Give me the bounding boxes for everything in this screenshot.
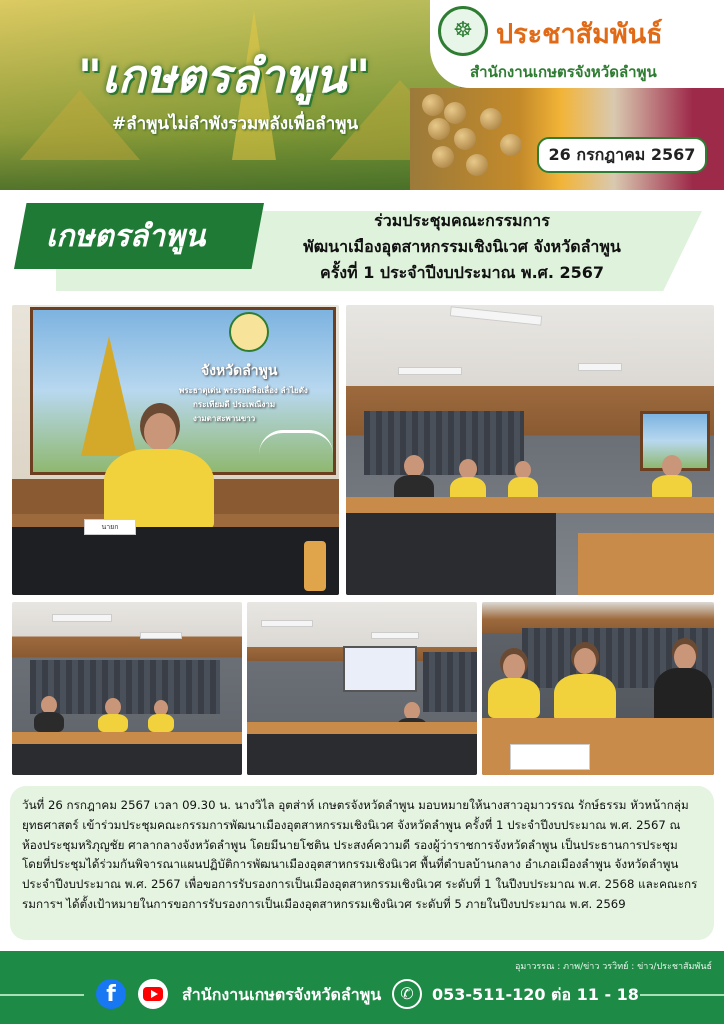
side-table xyxy=(578,533,714,595)
poster-title: จังหวัดลำพูน xyxy=(201,363,278,379)
office-seal-icon: ☸ xyxy=(438,6,488,56)
conference-table xyxy=(247,722,477,734)
ceiling-light xyxy=(371,632,419,639)
attendee xyxy=(654,638,712,724)
yellow-shirt xyxy=(148,714,174,732)
water-bottle xyxy=(304,541,326,591)
ceiling-light xyxy=(52,614,112,622)
photo-attendees xyxy=(482,602,714,775)
ceiling-light xyxy=(140,632,182,639)
attendee xyxy=(148,700,174,732)
headline-line-3: ครั้งที่ 1 ประจำปีงบประมาณ พ.ศ. 2567 xyxy=(319,263,604,282)
longan-fruit xyxy=(432,146,454,168)
footer-office-name: สำนักงานเกษตรจังหวัดลำพูน xyxy=(182,985,382,1004)
person-face xyxy=(674,644,696,670)
poster-line-2: กระเทียมดี ประเพณีงาม xyxy=(193,400,276,409)
photo-meeting-left xyxy=(12,602,242,775)
title-section xyxy=(0,203,724,291)
photo-meeting-room xyxy=(346,305,714,595)
yellow-shirt xyxy=(98,714,128,732)
ceiling-light xyxy=(398,367,462,375)
person-face xyxy=(459,459,477,479)
person-face xyxy=(574,648,596,674)
window-curtain xyxy=(423,652,477,712)
poster-line-1: พระธาตุเด่น พระรอดลือเลื่อง ลำไยดัง xyxy=(179,386,308,395)
headline-line-1: ร่วมประชุมคณะกรรมการ xyxy=(374,211,550,230)
attendee xyxy=(98,698,128,732)
nameplate: นายก xyxy=(84,519,136,535)
person-face xyxy=(662,455,682,477)
title-label: เกษตรลำพูน xyxy=(46,219,206,254)
photo-credit: อุมาวรรณ : ภาพ/ข่าว วรวิทย์ : ข่าว/ประชาสัมพันธ์ xyxy=(514,962,712,972)
white-bridge xyxy=(259,430,333,454)
person-face xyxy=(503,654,525,680)
person-face xyxy=(404,455,424,477)
conference-table xyxy=(346,497,714,513)
footer xyxy=(0,951,724,1024)
person-face xyxy=(144,413,176,451)
longan-fruit xyxy=(480,108,502,130)
footer-divider xyxy=(0,994,84,996)
date-badge: 26 กรกฎาคม 2567 xyxy=(537,137,707,173)
longan-fruit xyxy=(428,118,450,140)
dark-shirt xyxy=(34,712,64,732)
attendee xyxy=(554,642,616,722)
news-text-panel xyxy=(10,786,714,940)
photo-meeting-center xyxy=(247,602,477,775)
dark-suit xyxy=(654,668,712,724)
office-name: สำนักงานเกษตรจังหวัดลำพูน xyxy=(470,63,657,81)
poster-line-3: งามตาสะพานขาว xyxy=(193,414,256,423)
footer-divider xyxy=(640,994,724,996)
phone-icon: ✆ xyxy=(392,979,422,1009)
header-slogan: #ลำพูนไม่ลำพังรวมพลังเพื่อลำพูน xyxy=(112,114,359,134)
yellow-shirt xyxy=(554,674,616,722)
longan-fruit xyxy=(422,94,444,116)
table-front xyxy=(12,744,242,775)
ceiling-light xyxy=(578,363,622,371)
attendee xyxy=(652,455,692,501)
headline-line-2: พัฒนาเมืองอุตสาหกรรมเชิงนิเวศ จังหวัดลำพูน xyxy=(303,237,621,256)
projection-screen xyxy=(343,646,417,692)
table-front xyxy=(346,513,556,595)
header-title: "เกษตรลำพูน" xyxy=(78,49,371,103)
window-curtain xyxy=(364,411,524,475)
yellow-shirt xyxy=(104,449,214,529)
longan-fruit xyxy=(454,128,476,150)
youtube-icon[interactable] xyxy=(138,979,168,1009)
ceiling-light xyxy=(261,620,313,627)
speaker-person xyxy=(104,403,214,533)
longan-fruit xyxy=(444,102,466,124)
pr-title: ประชาสัมพันธ์ xyxy=(496,19,663,50)
longan-fruit xyxy=(500,134,522,156)
footer-phone: 053-511-120 ต่อ 11 - 18 xyxy=(432,985,639,1004)
province-seal-icon xyxy=(229,312,269,352)
facebook-icon[interactable]: f xyxy=(96,979,126,1009)
header-banner xyxy=(0,0,724,190)
yellow-shirt xyxy=(488,678,540,718)
news-body: วันที่ 26 กรกฎาคม 2567 เวลา 09.30 น. นางวิไล อุตส่าห์ เกษตรจังหวัดลำพูน มอบหมายให้นางสาวอุมาวรรณ รักษ์ธรรม หัวหน้ากลุ่มยุทธศาสตร์ เข้าร่วมประชุมคณะกรรมการพัฒนาเมืองอุตสาหกรรมเชิงนิเวศ จังหวัดลำพูน ครั้งที่ 1 ประจำปีงบประมาณ พ.ศ. 2567 ณ ห้องประชุมหริภุญชัย ศาลากลางจังหวัดลำพูน โดยมีนายโชติน ประสงค์ความดี รองผู้ว่าราชการจังหวัดลำพูน เป็นประธานการประชุม โดยที่ประชุมได้ร่วมกันพิจารณาแผนปฏิบัติการพัฒนาเมืองอุตสาหกรรมเชิงนิเวศ พื้นที่ตำบลบ้านกลาง อำเภอเมืองลำพูน จังหวัดลำพูน ประจำปีงบประมาณ พ.ศ. 2567 เพื่อขอการรับรองการเป็นเมืองอุตสาหกรรมเชิงนิเวศ ระดับที่ 1 ในปีงบประมาณ พ.ศ. 2568 และคณะกรรมการฯ ได้ตั้งเป้าหมายในการขอการรับรองการเป็นเมืองอุตสาหกรรมเชิงนิเวศ ระดับที่ 5 ภายในปีงบประมาณ พ.ศ. 2569 xyxy=(22,798,698,911)
youtube-play-icon xyxy=(151,990,158,998)
attendee xyxy=(34,696,64,732)
conference-table xyxy=(12,732,242,744)
nameplate-card xyxy=(510,744,590,770)
attendee xyxy=(488,648,540,718)
conference-table xyxy=(12,527,339,595)
longan-fruit xyxy=(466,154,488,176)
photo-speaker xyxy=(12,305,339,595)
table-front xyxy=(247,734,477,775)
